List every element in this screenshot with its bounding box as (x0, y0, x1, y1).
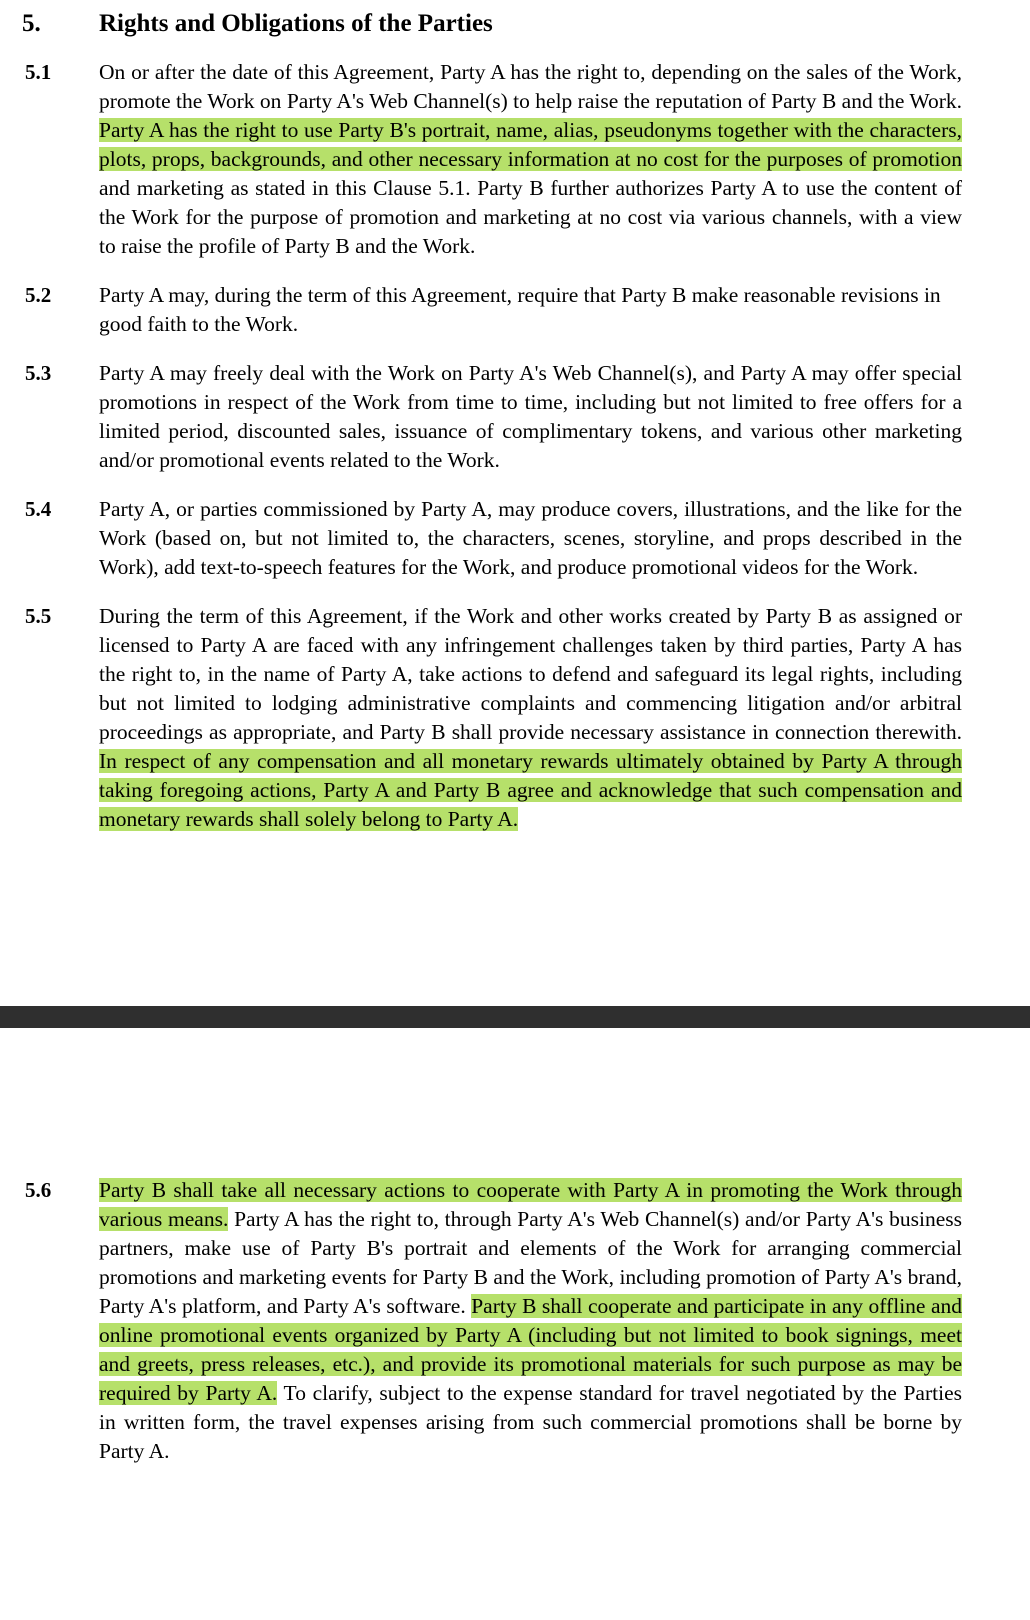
clause-text-segment: Party A may, during the term of this Agreement, require that Party B make reasonable revisions in good faith to the Work. (99, 283, 941, 336)
page-section-bottom (0, 1176, 1030, 1496)
clause-text-segment: Party A may freely deal with the Work on Party A's Web Channel(s), and Party A may offer special promotions in respect of the Work from time to time, including but not limited to free offers for a limited period, discounted sales, issuance of complimentary tokens, and various other marketing and/or promotional events related to the Work. (99, 361, 962, 472)
highlighted-text: Party A has the right to use Party B's portrait, name, alias, pseudonyms together with the characters, plots, props, backgrounds, and other necessary information at no cost for the purposes of promotion (99, 118, 962, 171)
clause-5-2 (22, 281, 962, 339)
section-number: 5. (22, 10, 41, 37)
clause-5-6 (22, 1176, 962, 1466)
clause-text-segment: To clarify, subject to the expense standard for travel negotiated by the Parties in written form, the travel expenses arising from such commercial promotions shall be borne by Party A. (99, 1381, 962, 1463)
section-title: Rights and Obligations of the Parties (99, 10, 493, 37)
clause-text-segment: Party A, or parties commissioned by Party A, may produce covers, illustrations, and the like for the Work (based on, but not limited to, the characters, scenes, storyline, and props described in the Work), add text-to-speech features for the Work, and produce promotional videos for the Work. (99, 497, 962, 579)
page-top-margin (0, 1028, 1030, 1156)
clause-text-segment: Party A has the right to, through Party A's Web Channel(s) and/or Party A's business partners, make use of Party B's portrait and elements of the Work for arranging commercial promotions and marketing events for Party B and the Work, including promotion of Party A's brand, Party A's platform, and Party A's software. (99, 1207, 963, 1318)
clause-5-3 (22, 359, 962, 475)
highlighted-text: Party B shall take all necessary actions to cooperate with Party A in promoting the Work through various means. (99, 1178, 962, 1231)
clause-5-4 (22, 495, 962, 582)
page-title (22, 0, 962, 38)
clause-body (99, 1176, 962, 1466)
highlighted-text: In respect of any compensation and all monetary rewards ultimately obtained by Party A through taking foregoing actions, Party A and Party B agree and acknowledge that such compensation and monetary rewards shall solely belong to Party A. (99, 749, 962, 831)
clause-number: 5.4 (25, 497, 52, 521)
clause-body (99, 359, 962, 475)
clause-body (99, 58, 962, 261)
clause-number: 5.5 (25, 604, 52, 628)
clause-text-segment: and marketing as stated in this Clause 5.1. Party B further authorizes Party A to use the content of the Work for the purpose of promotion and marketing at no cost via various channels, with a view to raise the profile of Party B and the Work. (99, 176, 962, 258)
page-bottom-margin (22, 1466, 962, 1496)
clause-number: 5.1 (25, 60, 52, 84)
clause-text-segment: On or after the date of this Agreement, Party A has the right to, depending on the sales of the Work, promote the Work on Party A's Web Channel(s) to help raise the reputation of Party B and the Work. (99, 60, 962, 113)
clause-5-5 (22, 602, 962, 834)
clause-number: 5.6 (25, 1178, 52, 1202)
highlighted-text: Party B shall cooperate and participate in any offline and online promotional events organized by Party A (including but not limited to book signings, meet and greets, press releases, etc.), and provide its promotional materials for such purpose as may be required by Party A. (99, 1294, 962, 1405)
clause-body (99, 495, 962, 582)
clause-5-1 (22, 58, 962, 261)
clause-number: 5.2 (25, 283, 52, 307)
clause-number: 5.3 (25, 361, 52, 385)
page-break-divider (0, 1006, 1030, 1028)
clause-body (99, 602, 962, 834)
clause-body (99, 281, 962, 339)
clause-text-segment: During the term of this Agreement, if the Work and other works created by Party B as assigned or licensed to Party A are faced with any infringement challenges taken by third parties, Party A has the right to, in the name of Party A, take actions to defend and safeguard its legal rights, including but not limited to lodging administrative complaints and commencing litigation and/or arbitral proceedings as appropriate, and Party B shall provide necessary assistance in connection therewith. (99, 604, 962, 744)
